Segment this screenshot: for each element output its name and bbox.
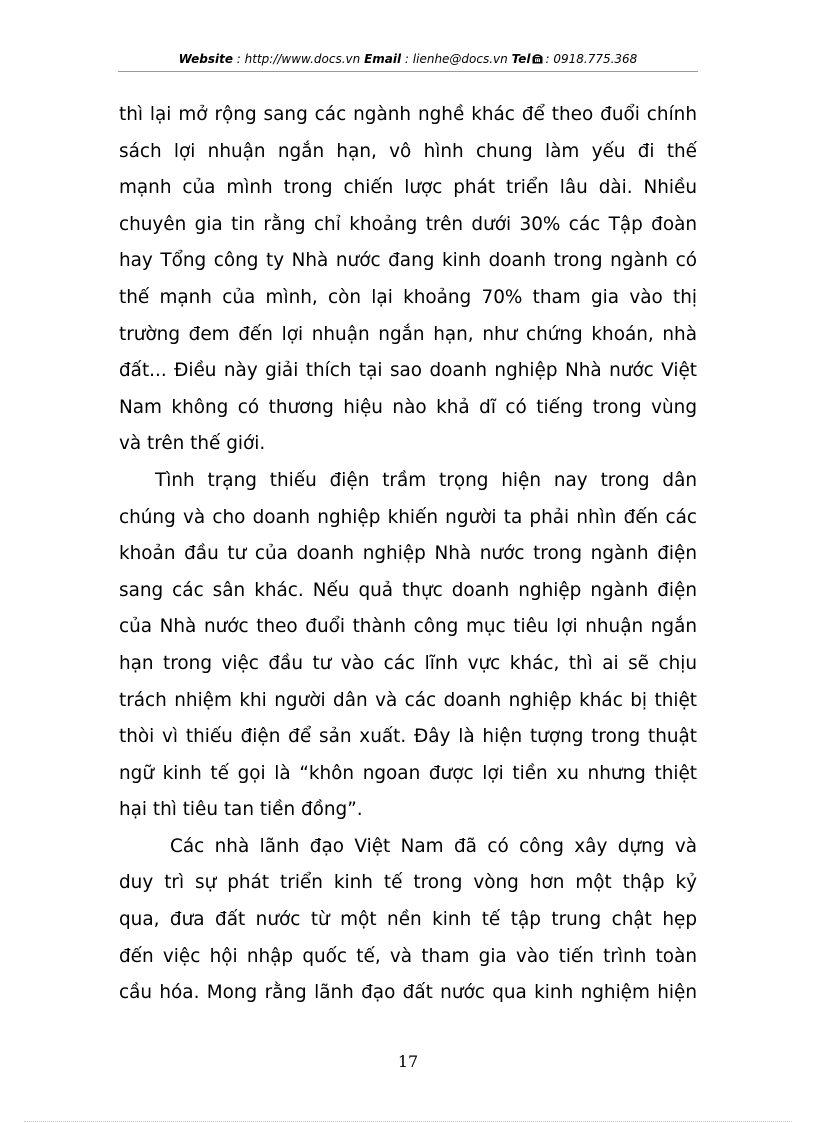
text-line: của Nhà nước theo đuổi thành công mục tiêu lợi nhuận ngắn (119, 616, 697, 638)
text-line: chuyên gia tin rằng chỉ khoảng trên dưới 30% các Tập đoàn (119, 213, 697, 235)
text-line: ngữ kinh tế gọi là “khôn ngoan được lợi tiền xu nhưng thiệt (119, 762, 697, 784)
text-line: hạn trong việc đầu tư vào các lĩnh vực khác, thì ai sẽ chịu (119, 652, 697, 674)
tel-label: Tel (511, 52, 531, 66)
text-line: đến việc hội nhập quốc tế, và tham gia vào tiến trình toàn (119, 945, 697, 967)
paragraph-3 (119, 829, 697, 1012)
text-line: Các nhà lãnh đạo Việt Nam đã có công xây dựng và (170, 835, 697, 857)
text-line: hay Tổng công ty Nhà nước đang kinh doanh trong ngành có (119, 250, 697, 272)
text-line: trường đem đến lợi nhuận ngắn hạn, như chứng khoán, nhà (119, 323, 697, 345)
header-divider (118, 71, 698, 72)
tel-value: 0918.775.368 (553, 52, 638, 66)
email-label: Email (364, 52, 402, 66)
text-line: sang các sân khác. Nếu quả thực doanh nghiệp ngành điện (119, 579, 697, 601)
text-line: thòi vì thiếu điện để sản xuất. Đây là hiện tượng trong thuật (119, 726, 697, 748)
footer-divider (24, 1121, 792, 1122)
website-link[interactable]: http://www.docs.vn (244, 52, 361, 66)
text-line: qua, đưa đất nước từ một nền kinh tế tập trung chật hẹp (119, 909, 697, 931)
website-label: Website (178, 52, 233, 66)
text-line: hại thì tiêu tan tiền đồng”. (119, 799, 363, 821)
text-line: thì lại mở rộng sang các ngành nghề khác để theo đuổi chính (119, 104, 697, 125)
text-line: Tình trạng thiếu điện trầm trọng hiện nay trong dân (155, 469, 697, 491)
email-link[interactable]: lienhe@docs.vn (412, 52, 508, 66)
text-line: sách lợi nhuận ngắn hạn, vô hình chung làm yếu đi thế (119, 140, 697, 162)
text-line: cầu hóa. Mong rằng lãnh đạo đất nước qua kinh nghiệm hiện (119, 982, 697, 1004)
paragraph-1 (119, 97, 697, 463)
phone-icon (532, 51, 543, 61)
text-line: mạnh của mình trong chiến lược phát triển lâu dài. Nhiều (119, 177, 697, 199)
text-line: thế mạnh của mình, còn lại khoảng 70% tham gia vào thị (119, 286, 697, 308)
document-body (119, 97, 697, 1012)
page-header (118, 50, 698, 68)
text-line: Nam không có thương hiệu nào khả dĩ có tiếng trong vùng (119, 396, 697, 418)
text-line: đất... Điều này giải thích tại sao doanh nghiệp Nhà nước Việt (119, 360, 697, 382)
page-number: 17 (397, 1052, 419, 1071)
text-line: duy trì sự phát triển kinh tế trong vòng hơn một thập kỷ (119, 872, 697, 894)
email-separator: : (401, 52, 413, 66)
text-line: và trên thế giới. (119, 433, 266, 455)
text-line: trách nhiệm khi người dân và các doanh nghiệp khác bị thiệt (119, 689, 697, 711)
text-line: khoản đầu tư của doanh nghiệp Nhà nước trong ngành điện (119, 543, 697, 565)
text-line: chúng và cho doanh nghiệp khiến người ta phải nhìn đến các (119, 506, 697, 528)
website-separator: : (232, 52, 245, 66)
tel-separator: : (545, 52, 554, 66)
paragraph-2 (119, 463, 697, 829)
